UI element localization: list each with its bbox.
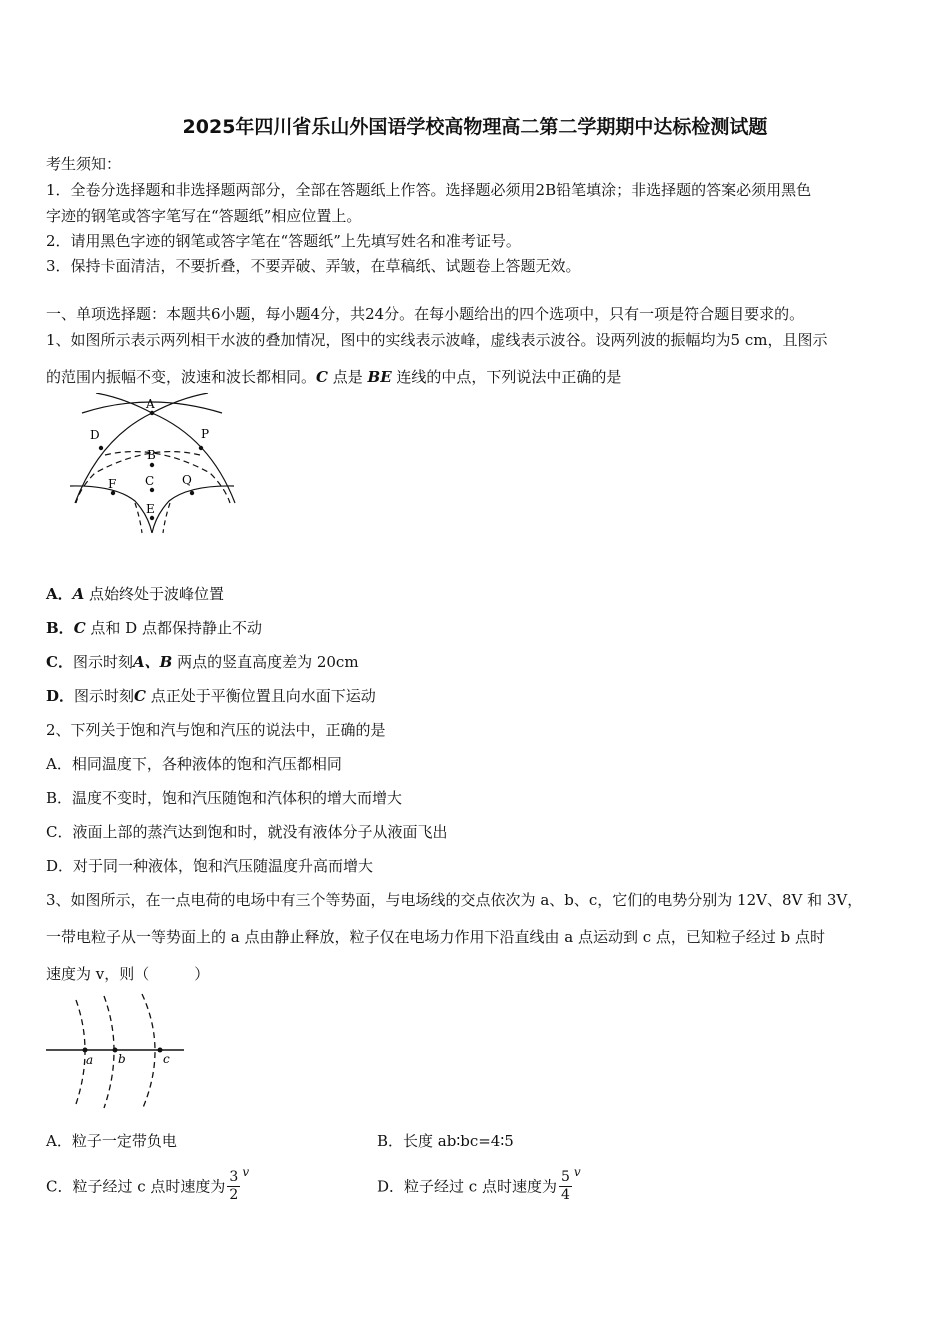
q1-var-be: BE — [367, 368, 392, 386]
label-d: D — [90, 428, 100, 442]
option-key: B． — [46, 619, 74, 637]
option-text: C．粒子经过 c 点时速度为 — [46, 1177, 226, 1196]
point-c — [150, 488, 154, 492]
point-a — [83, 1048, 88, 1053]
label-a: A — [146, 397, 155, 411]
q2-option-d: D．对于同一种液体，饱和汽压随温度升高而增大 — [46, 857, 374, 875]
q1-option-c — [46, 651, 359, 672]
q2-option-c: C．液面上部的蒸汽达到饱和时，就没有液体分子从液面飞出 — [46, 823, 448, 841]
option-text: D．粒子经过 c 点时速度为 — [377, 1177, 557, 1196]
equipotential-c — [142, 994, 155, 1110]
option-pre: 图示时刻 — [72, 653, 133, 671]
notice-heading: 考生须知： — [46, 155, 122, 173]
notice-item-3: 3．保持卡面清洁，不要折叠，不要弄破、弄皱，在草稿纸、试题卷上答题无效。 — [46, 257, 581, 275]
q3-stem-line2: 一带电粒子从一等势面上的 a 点由静止释放，粒子仅在电场力作用下沿直线由 a 点运动到 c 点，已知粒子经过 b 点时 — [46, 928, 826, 946]
q3-stem-line1: 3、如图所示，在一点电荷的电场中有三个等势面，与电场线的交点依次为 a、b、c，它们的电势分别为 12V、8V 和 3V， — [46, 891, 863, 909]
point-b — [150, 463, 154, 467]
option-var: A — [72, 585, 85, 603]
q1-option-d — [46, 685, 376, 706]
point-d — [99, 446, 103, 450]
q2-stem: 2、下列关于饱和汽与饱和汽压的说法中，正确的是 — [46, 721, 386, 739]
q1-stem-text2: 点是 — [327, 368, 368, 386]
point-f — [111, 491, 115, 495]
option-text: 点正处于平衡位置且向水面下运动 — [145, 687, 376, 705]
option-key: A． — [46, 585, 73, 603]
q1-stem-text: 的范围内振幅不变，波速和波长都相同。 — [46, 368, 317, 386]
point-p — [199, 446, 203, 450]
notice-item-1-cont: 字迹的钢笔或答字笔写在“答题纸”相应位置上。 — [46, 207, 362, 225]
q3-option-a: A．粒子一定带负电 — [46, 1132, 177, 1150]
equipotential-figure — [46, 992, 186, 1112]
q3-stem-line3: 速度为 v，则（ ） — [46, 965, 210, 983]
option-key: C． — [46, 653, 73, 671]
fraction-denominator: 4 — [560, 1186, 570, 1203]
wave-interference-figure — [60, 393, 250, 543]
fraction — [227, 1169, 240, 1204]
label-f: F — [108, 477, 117, 491]
q1-stem-text3: 连线的中点，下列说法中正确的是 — [391, 368, 622, 386]
option-text: 点和 D 点都保持静止不动 — [85, 619, 262, 637]
fraction-denominator: 2 — [229, 1186, 239, 1203]
option-var: C — [134, 687, 146, 705]
q1-option-a — [46, 583, 224, 604]
option-text: 两点的竖直高度差为 20cm — [172, 653, 359, 671]
velocity-symbol: v — [573, 1165, 581, 1179]
notice-item-2: 2．请用黑色字迹的钢笔或答字笔在“答题纸”上先填写姓名和准考证号。 — [46, 232, 521, 250]
fraction-numerator: 5 — [560, 1168, 570, 1185]
label-b: B — [147, 448, 156, 462]
label-q: Q — [182, 473, 192, 487]
option-var: A、B — [132, 653, 173, 671]
page-title: 2025年四川省乐山外国语学校高物理高二第二学期期中达标检测试题 — [182, 116, 768, 138]
point-q — [190, 491, 194, 495]
point-a — [150, 411, 154, 415]
label-e: E — [146, 502, 155, 516]
q3-option-c — [46, 1165, 249, 1204]
notice-item-1: 1．全卷分选择题和非选择题两部分，全部在答题纸上作答。选择题必须用2B铅笔填涂；非选择题的答案必须用黑色 — [46, 181, 812, 199]
option-key: D． — [46, 687, 75, 705]
label-p: P — [201, 427, 210, 441]
label-c: c — [163, 1052, 170, 1066]
q1-stem-line2 — [46, 366, 621, 387]
label-c: C — [145, 474, 155, 488]
equipotential-b — [104, 996, 114, 1108]
q1-stem-line1: 1、如图所示表示两列相干水波的叠加情况，图中的实线表示波峰，虚线表示波谷。设两列波的振幅均为5 cm，且图示 — [46, 331, 828, 349]
section-heading: 一、单项选择题：本题共6小题，每小题4分，共24分。在每小题给出的四个选项中，只有一项是符合题目要求的。 — [46, 305, 805, 323]
option-pre: 图示时刻 — [74, 687, 135, 705]
label-a: a — [86, 1053, 94, 1067]
q3-option-b: B．长度 ab∶bc=4∶5 — [377, 1132, 514, 1150]
q1-var-c: C — [316, 368, 328, 386]
q3-option-d — [377, 1165, 581, 1204]
point-b — [113, 1048, 118, 1053]
point-c — [158, 1048, 163, 1053]
label-b: b — [118, 1052, 126, 1066]
q2-option-b: B．温度不变时，饱和汽压随饱和汽体积的增大而增大 — [46, 789, 403, 807]
q2-option-a: A．相同温度下，各种液体的饱和汽压都相同 — [46, 755, 342, 773]
point-e — [150, 516, 154, 520]
q1-option-b — [46, 617, 262, 638]
option-var: C — [73, 619, 86, 637]
fraction-numerator: 3 — [229, 1168, 239, 1185]
fraction — [559, 1169, 572, 1204]
velocity-symbol: v — [242, 1165, 250, 1179]
option-text: 点始终处于波峰位置 — [84, 585, 225, 603]
